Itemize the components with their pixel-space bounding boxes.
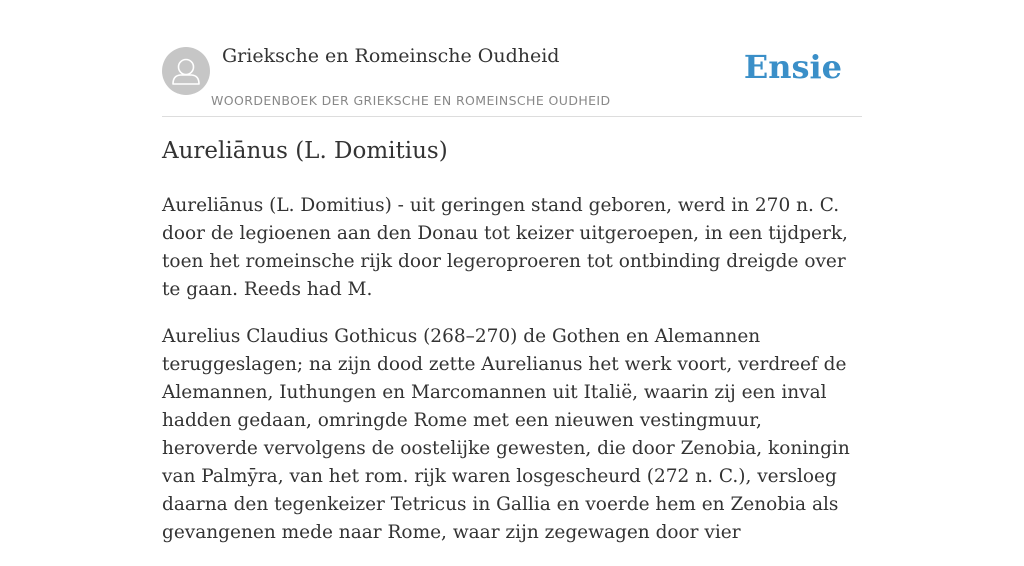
entry-content: [162, 192, 862, 566]
entry-title: Aureliānus (L. Domitius): [162, 138, 448, 164]
book-title-link[interactable]: Grieksche en Romeinsche Oudheid: [222, 45, 560, 67]
book-subtitle: WOORDENBOEK DER GRIEKSCHE EN ROMEINSCHE OUDHEID: [211, 93, 611, 108]
site-header: [162, 40, 862, 117]
entry-paragraph: Aurelius Claudius Gothicus (268–270) de Gothen en Alemannen teruggeslagen; na zijn dood zette Aurelianus het werk voort, verdreef de Alemannen, Iuthungen en Marcomannen uit Italië, waarin zij een inval hadden gedaan, omringde Rome met een nieuwen vestingmuur, heroverde vervolgens de oostelijke gewesten, die door Zenobia, koningin van Palmȳra, van het rom. rijk waren losgescheurd (272 n. C.), versloeg daarna den tegenkeizer Tetricus in Gallia en voerde hem en Zenobia als gevangenen mede naar Rome, waar zijn zegewagen door vier: [162, 326, 850, 543]
ensie-logo[interactable]: Ensie: [743, 48, 842, 86]
user-avatar-icon[interactable]: [162, 47, 210, 95]
entry-paragraph: Aureliānus (L. Domitius) - uit geringen stand geboren, werd in 270 n. C. door de legioenen aan den Donau tot keizer uitgeroepen, in een tijdperk, toen het romeinsche rijk door legeroproeren tot ontbinding dreigde over te gaan. Reeds had M.: [162, 195, 848, 300]
